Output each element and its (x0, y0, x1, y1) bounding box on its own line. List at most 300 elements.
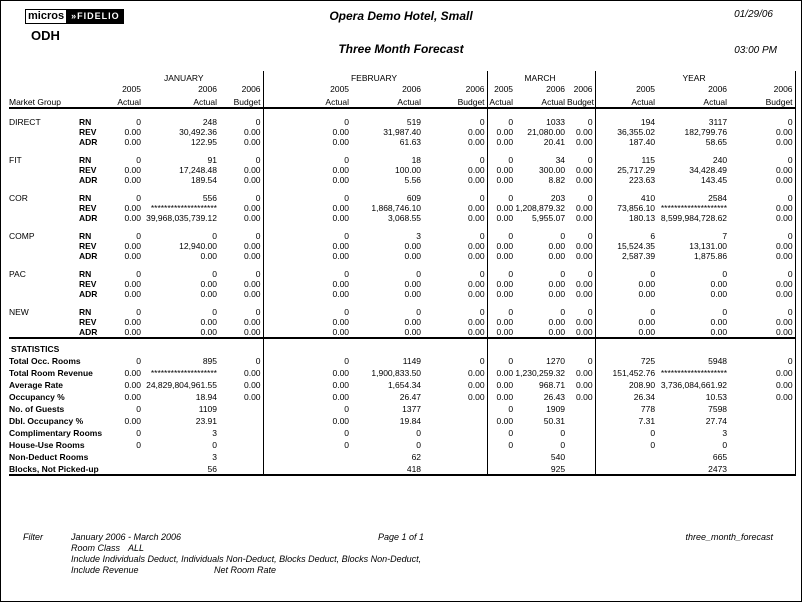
value-cell: 0.00 (124, 251, 141, 261)
stat-value-cell: 0.00 (243, 380, 261, 390)
value-cell: 0 (255, 307, 261, 317)
value-cell: 0.00 (243, 327, 261, 337)
stat-value-cell: 50.31 (543, 416, 566, 426)
type-row (9, 94, 795, 108)
value-cell: 0.00 (263, 327, 351, 338)
value-cell: 0.00 (548, 279, 566, 289)
value-cell: 0 (263, 223, 351, 241)
value-cell: 0.00 (124, 137, 141, 147)
value-cell: 187.40 (595, 137, 657, 147)
value-cell: 0 (479, 193, 485, 203)
stat-value-cell (219, 402, 263, 414)
value-cell: 115 (595, 147, 657, 165)
hotel-name: Opera Demo Hotel, Small (329, 9, 473, 23)
stat-value-cell: 0 (136, 404, 141, 414)
year-header: 2006 (708, 84, 728, 94)
value-cell: 0 (729, 299, 795, 317)
statistics-row (9, 378, 795, 390)
stat-value-cell: 26.47 (399, 392, 422, 402)
column-type-header: Budget (729, 94, 795, 108)
spacer (9, 327, 79, 338)
stat-value-cell: 3,736,084,661.92 (660, 380, 728, 390)
value-cell: 0.00 (124, 127, 141, 137)
value-cell: 0.00 (576, 327, 593, 337)
stat-value-cell: 725 (595, 354, 657, 366)
statistics-row (9, 450, 795, 462)
value-cell: 0 (212, 231, 217, 241)
statistics-row (9, 462, 795, 475)
stat-value-cell: 18.94 (195, 392, 217, 402)
value-cell: 0.00 (243, 251, 261, 261)
value-cell: 0 (136, 269, 141, 279)
row-type-label: ADR (79, 289, 98, 299)
value-cell: 0.00 (468, 137, 485, 147)
year-header: 2005 (263, 83, 351, 94)
spacer (567, 338, 595, 354)
stat-value-cell: 0.00 (124, 392, 141, 402)
stat-value-cell: 0.00 (124, 416, 141, 426)
stat-value-cell: 62 (411, 452, 422, 462)
value-cell: 0.00 (243, 317, 261, 327)
value-cell: 0.00 (243, 279, 261, 289)
value-cell: 0.00 (487, 279, 515, 289)
stat-value-cell: 0.00 (487, 390, 515, 402)
room-class-value: ALL (128, 543, 145, 553)
value-cell: 0.00 (487, 317, 515, 327)
market-group-row (9, 327, 795, 338)
stat-value-cell: 0.00 (468, 380, 485, 390)
stat-value-cell (423, 450, 487, 462)
stat-value-cell (595, 450, 657, 462)
value-cell: 0 (479, 307, 485, 317)
value-cell: 21,080.00 (527, 127, 566, 137)
value-cell: 240 (712, 155, 728, 165)
value-cell: 0.00 (200, 317, 217, 327)
value-cell: 0 (263, 108, 351, 127)
year-header: 2006 (573, 84, 593, 94)
value-cell: 58.65 (705, 137, 728, 147)
value-cell: 0 (587, 155, 593, 165)
value-cell: 0 (212, 269, 217, 279)
value-cell: 180.13 (595, 213, 657, 223)
value-cell: 0 (136, 117, 141, 127)
stat-value-cell: 1270 (546, 356, 566, 366)
stat-value-cell (567, 462, 595, 475)
value-cell: 0.00 (487, 251, 515, 261)
value-cell: 0.00 (576, 165, 593, 175)
value-cell: 0.00 (243, 165, 261, 175)
value-cell: 7 (722, 231, 728, 241)
value-cell: 0 (722, 269, 728, 279)
value-cell: 0 (560, 269, 566, 279)
stat-value-cell: 27.74 (705, 416, 728, 426)
stat-value-cell: 26.34 (595, 390, 657, 402)
report-date: 01/29/06 (734, 9, 773, 20)
stat-value-cell: 968.71 (539, 380, 566, 390)
stat-value-cell: 0 (416, 440, 422, 450)
stat-value-cell (263, 450, 351, 462)
group-name: COMP (9, 231, 35, 241)
value-cell: 0 (595, 261, 657, 279)
row-type-label: ADR (79, 137, 98, 147)
year-header: 2006 (465, 84, 485, 94)
stat-value-cell: 3 (212, 428, 217, 438)
spacer (9, 203, 79, 213)
value-cell: 0 (255, 231, 261, 241)
value-cell: 3117 (708, 117, 728, 127)
stat-value-cell: 0 (263, 426, 351, 438)
value-cell: 0.00 (200, 251, 217, 261)
value-cell: 0.00 (263, 241, 351, 251)
value-cell: 1,875.86 (693, 251, 728, 261)
stat-value-cell: 0.00 (576, 380, 593, 390)
spacer (107, 338, 143, 354)
statistics-row (9, 438, 795, 450)
value-cell: 189.54 (191, 175, 217, 185)
page-number: Page 1 of 1 (377, 532, 425, 542)
spacer (9, 213, 79, 223)
stat-value-cell (107, 462, 143, 475)
value-cell: 5.56 (404, 175, 422, 185)
value-cell: 0.00 (595, 317, 657, 327)
spacer (729, 338, 795, 354)
stat-value-cell: 1,900,833.50 (371, 368, 422, 378)
stat-value-cell: 0 (595, 438, 657, 450)
stat-value-cell: 151,452.76 (595, 366, 657, 378)
month-row (9, 71, 795, 83)
group-name: PAC (9, 269, 26, 279)
value-cell: 18 (411, 155, 422, 165)
value-cell: 0.00 (404, 289, 422, 299)
spacer (351, 338, 423, 354)
value-cell: 0 (136, 155, 141, 165)
value-cell: 0.00 (548, 241, 566, 251)
value-cell: 0.00 (729, 175, 795, 185)
value-cell: 0.00 (468, 317, 485, 327)
include-filters: Include Individuals Deduct, Individuals Non-Deduct, Blocks Deduct, Blocks Non-Deduct, (71, 554, 422, 564)
year-header: 2005 (122, 84, 141, 94)
value-cell: 0 (479, 117, 485, 127)
market-group-row (9, 175, 795, 185)
year-header: 2005 (595, 83, 657, 94)
stat-value-cell: 0 (479, 356, 485, 366)
market-group-row (9, 317, 795, 327)
value-cell: 0.00 (243, 175, 261, 185)
value-cell: 0.00 (487, 203, 515, 213)
value-cell: 194 (595, 108, 657, 127)
value-cell: 0.00 (576, 203, 593, 213)
column-type-header: Actual (595, 94, 657, 108)
value-cell: 0.00 (404, 241, 422, 251)
market-group-row (9, 203, 795, 213)
value-cell: 0.00 (200, 327, 217, 337)
row-type-label: REV (79, 127, 97, 137)
value-cell: 0.00 (729, 137, 795, 147)
stat-value-cell: 0 (263, 402, 351, 414)
value-cell: 122.95 (191, 137, 217, 147)
stat-value-cell (423, 462, 487, 475)
spacer (9, 83, 107, 94)
value-cell: 556 (202, 193, 217, 203)
value-cell: 25,717.29 (595, 165, 657, 175)
stat-value-cell: 5948 (708, 356, 728, 366)
value-cell: 0.00 (263, 203, 351, 213)
stat-label: House-Use Rooms (9, 440, 85, 450)
stat-label: Blocks, Not Picked-up (9, 462, 107, 475)
stat-value-cell: 1,230,259.32 (515, 368, 566, 378)
value-cell: 0 (587, 231, 593, 241)
value-cell: 34,428.49 (689, 165, 728, 175)
value-cell: 203 (550, 193, 566, 203)
report-id: three_month_forecast (685, 532, 773, 542)
stat-value-cell: 1109 (198, 404, 217, 414)
value-cell: 410 (595, 185, 657, 203)
section-name: MARCH (487, 71, 595, 83)
stat-value-cell (595, 462, 657, 475)
value-cell: 300.00 (539, 165, 566, 175)
group-name: NEW (9, 307, 29, 317)
row-type-label: RN (79, 193, 92, 203)
row-type-label: ADR (79, 327, 98, 337)
stat-value-cell (219, 426, 263, 438)
value-cell: 0.00 (729, 279, 795, 289)
stat-label: No. of Guests (9, 404, 65, 414)
value-cell: 0.00 (404, 327, 422, 337)
value-cell: 0.00 (243, 137, 261, 147)
fidelio-logo-text: »FIDELIO (67, 9, 124, 24)
stat-value-cell (423, 402, 487, 414)
section-name: JANUARY (164, 73, 204, 83)
value-cell: 0.00 (729, 203, 795, 213)
column-type-header: Actual (515, 94, 567, 108)
stat-value-cell: 56 (143, 462, 219, 475)
value-cell: 91 (207, 155, 217, 165)
value-cell: 0.00 (710, 279, 728, 289)
value-cell: 0 (722, 307, 728, 317)
market-group-row (9, 223, 795, 241)
stat-label: Dbl. Occupancy % (9, 416, 84, 426)
value-cell: 0.00 (576, 289, 593, 299)
stat-value-cell: 19.84 (399, 416, 422, 426)
value-cell: 223.63 (595, 175, 657, 185)
market-group-row (9, 165, 795, 175)
statistics-row (9, 402, 795, 414)
stat-value-cell: 0 (263, 354, 351, 366)
market-group-row (9, 185, 795, 203)
stat-value-cell (729, 402, 795, 414)
value-cell: 0.00 (124, 241, 141, 251)
value-cell: 15,524.35 (595, 241, 657, 251)
stat-value-cell: 10.53 (705, 392, 728, 402)
stat-value-cell: 418 (351, 462, 423, 475)
year-header: 2006 (198, 84, 217, 94)
stat-value-cell: 0.00 (576, 368, 593, 378)
column-type-header: Budget (567, 94, 595, 108)
statistics-row (9, 354, 795, 366)
value-cell: 0.00 (124, 289, 141, 299)
row-type-label: REV (79, 203, 97, 213)
value-cell: 36,355.02 (595, 127, 657, 137)
value-cell: 0.00 (200, 289, 217, 299)
market-group-row (9, 261, 795, 279)
value-cell: 0.00 (729, 127, 795, 137)
value-cell: 0.00 (468, 289, 485, 299)
spacer (657, 338, 729, 354)
value-cell: 0 (729, 223, 795, 241)
value-cell: 0.00 (729, 213, 795, 223)
spacer (9, 71, 107, 83)
table-header (9, 71, 795, 108)
stat-value-cell: 0.00 (263, 390, 351, 402)
stat-value-cell (729, 450, 795, 462)
stat-value-cell (487, 462, 515, 475)
value-cell: 0.00 (729, 241, 795, 251)
value-cell: 0.00 (243, 127, 261, 137)
year-header: 2006 (402, 84, 422, 94)
value-cell: 0.00 (263, 279, 351, 289)
stat-value-cell (219, 462, 263, 475)
column-type-header: Actual (143, 94, 219, 108)
column-type-header: Budget (423, 94, 487, 108)
value-cell: 0.00 (404, 251, 422, 261)
value-cell: 2584 (708, 193, 728, 203)
value-cell: 0 (212, 307, 217, 317)
spacer (9, 165, 79, 175)
value-cell: 0.00 (124, 203, 141, 213)
logo-arrow-icon: » (71, 11, 78, 21)
row-type-label: ADR (79, 213, 98, 223)
value-cell: 3,068.55 (387, 213, 422, 223)
spacer (9, 127, 79, 137)
spacer (143, 338, 219, 354)
include-revenue-label: Include Revenue (71, 565, 139, 575)
section-name: YEAR (595, 71, 795, 83)
value-cell: 1033 (546, 117, 566, 127)
stat-value-cell: 3 (722, 428, 728, 438)
value-cell: 0.00 (576, 127, 593, 137)
row-type-label: REV (79, 317, 97, 327)
value-cell: 0.00 (468, 175, 485, 185)
value-cell: 0.00 (710, 289, 728, 299)
group-name: FIT (9, 155, 22, 165)
value-cell: 0 (560, 231, 566, 241)
stat-value-cell: 2473 (657, 462, 729, 475)
value-cell: 100.00 (395, 165, 422, 175)
stat-value-cell (567, 438, 595, 450)
value-cell: 0.00 (468, 127, 485, 137)
value-cell: 3 (416, 231, 422, 241)
value-cell: 0.00 (548, 327, 566, 337)
value-cell: 73,856.10 (595, 203, 657, 213)
value-cell: 5,955.07 (531, 213, 566, 223)
spacer (9, 251, 79, 261)
value-cell: 0 (263, 299, 351, 317)
value-cell: 0 (416, 307, 422, 317)
value-cell: 1,868,746.10 (371, 203, 422, 213)
value-cell: 0.00 (487, 137, 515, 147)
value-cell: 0 (487, 299, 515, 317)
stat-value-cell: 540 (550, 452, 566, 462)
value-cell: 0.00 (404, 317, 422, 327)
value-cell: 61.63 (399, 137, 422, 147)
value-cell: 0.00 (468, 203, 485, 213)
row-type-label: REV (79, 165, 97, 175)
value-cell: 20.41 (543, 137, 566, 147)
value-cell: 0 (263, 261, 351, 279)
stat-value-cell (219, 450, 263, 462)
value-cell: 0.00 (243, 289, 261, 299)
statistics-row (9, 390, 795, 402)
row-type-label: RN (79, 231, 92, 241)
stat-value-cell: 24,829,804,961.55 (146, 380, 217, 390)
value-cell: 0 (587, 269, 593, 279)
value-cell: 0 (255, 193, 261, 203)
stat-value-cell: 0 (560, 440, 566, 450)
spacer (487, 338, 515, 354)
stat-value-cell: 665 (712, 452, 728, 462)
value-cell: 0.00 (729, 289, 795, 299)
row-type-label: REV (79, 241, 97, 251)
value-cell: 0.00 (487, 289, 515, 299)
value-cell: 0.00 (124, 165, 141, 175)
value-cell: 0.00 (729, 327, 795, 338)
stat-value-cell: 0.00 (263, 414, 351, 426)
value-cell: 0 (479, 155, 485, 165)
group-name: COR (9, 193, 28, 203)
value-cell: 0.00 (468, 327, 485, 337)
forecast-table (9, 71, 796, 476)
stat-value-cell (219, 438, 263, 450)
stat-value-cell: 0.00 (729, 390, 795, 402)
stat-value-cell: 925 (515, 462, 567, 475)
value-cell: 609 (406, 193, 422, 203)
market-group-label: Market Group (9, 94, 107, 108)
stat-value-cell: 0 (722, 440, 728, 450)
value-cell: 0 (487, 261, 515, 279)
value-cell: 0.00 (243, 203, 261, 213)
stat-value-cell: 0 (416, 428, 422, 438)
value-cell: 0.00 (124, 213, 141, 223)
value-cell: 0.00 (124, 175, 141, 185)
value-cell: 0 (587, 117, 593, 127)
value-cell: 0.00 (710, 327, 728, 337)
stat-value-cell: 7.31 (595, 414, 657, 426)
stat-value-cell: 0 (587, 356, 593, 366)
value-cell: 0.00 (548, 317, 566, 327)
value-cell: 0 (263, 147, 351, 165)
value-cell: 0.00 (548, 251, 566, 261)
stat-value-cell: 1377 (402, 404, 422, 414)
table-body (9, 108, 795, 475)
value-cell: 0.00 (487, 327, 515, 338)
spacer (219, 338, 263, 354)
stat-value-cell (567, 450, 595, 462)
stat-value-cell: 0.00 (263, 366, 351, 378)
value-cell: 0 (729, 108, 795, 127)
value-cell: 0.00 (729, 317, 795, 327)
value-cell: 248 (202, 117, 217, 127)
spacer (9, 175, 79, 185)
value-cell: 0 (560, 307, 566, 317)
value-cell: 39,968,035,739.12 (146, 213, 217, 223)
row-type-label: ADR (79, 251, 98, 261)
stat-value-cell: 0.00 (487, 414, 515, 426)
value-cell: 0.00 (576, 175, 593, 185)
value-cell: 0 (487, 185, 515, 203)
stat-value-cell (423, 438, 487, 450)
column-type-header: Actual (657, 94, 729, 108)
stat-label: Complimentary Rooms (9, 428, 103, 438)
